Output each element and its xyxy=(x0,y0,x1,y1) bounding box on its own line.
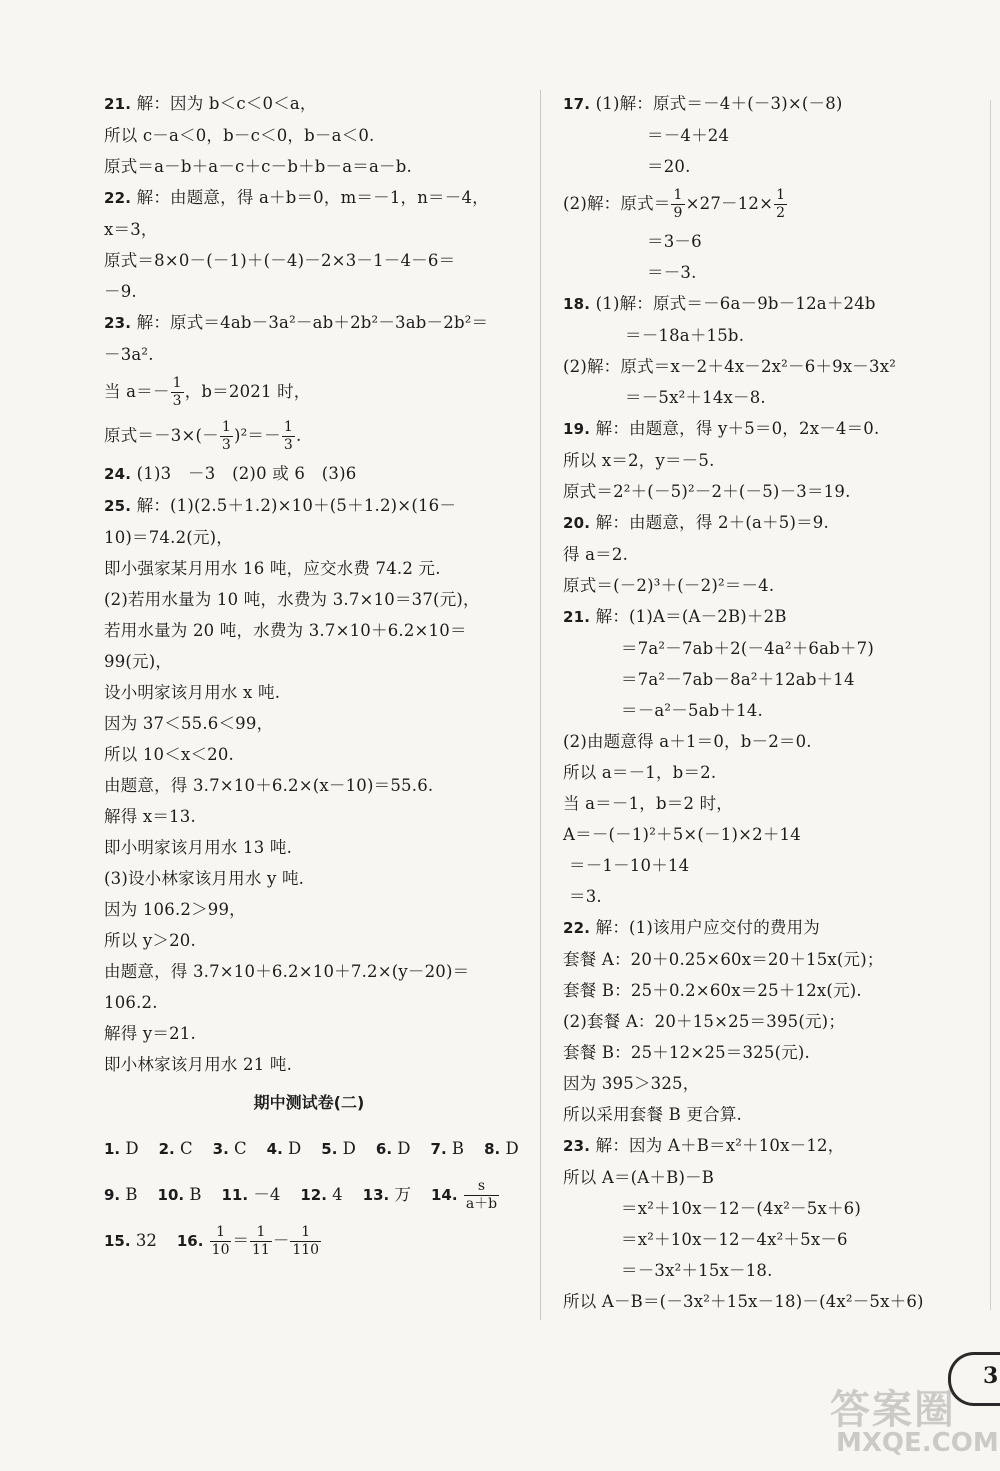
answer-value: C xyxy=(180,1139,193,1158)
answer-value: D xyxy=(505,1139,519,1158)
text-line xyxy=(563,320,963,351)
line-text: 得 a＝2. xyxy=(563,545,629,564)
question-line xyxy=(563,912,963,944)
line-text: ＝3. xyxy=(569,887,602,906)
line-text: (2)解：原式＝x－2＋4x－2x²－6＋9x－3x² xyxy=(563,357,897,376)
answer-item xyxy=(159,1139,193,1158)
text-line xyxy=(563,1255,963,1286)
answer-item xyxy=(363,1185,411,1204)
answer-value: －4 xyxy=(253,1185,281,1204)
line-text: x＝3， xyxy=(104,220,158,239)
text-line xyxy=(563,1006,963,1037)
question-number: 7. xyxy=(430,1140,447,1158)
question-line xyxy=(563,88,963,120)
line-text: 所以 A－B＝(－3x²＋15x－18)－(4x²－5x＋6) xyxy=(563,1292,924,1311)
text-line xyxy=(104,925,514,956)
answer-value: D xyxy=(342,1139,356,1158)
fraction-denominator: a＋b xyxy=(465,1196,498,1212)
fraction-numerator: 1 xyxy=(776,187,786,203)
line-text: 套餐 B：25＋0.2×60x＝25＋12x(元). xyxy=(563,981,862,1000)
answer-item xyxy=(430,1178,500,1212)
text-line xyxy=(104,120,514,151)
text-line xyxy=(563,975,963,1006)
question-number: 14. xyxy=(430,1186,458,1204)
text-line xyxy=(563,570,963,601)
text-line xyxy=(563,819,963,850)
text-line xyxy=(104,770,514,801)
text-line xyxy=(104,553,514,584)
text-line xyxy=(563,881,963,912)
line-text: 解得 x＝13. xyxy=(104,807,196,826)
text-line xyxy=(563,1068,963,1099)
question-number: 2. xyxy=(158,1140,175,1158)
section-heading: 期中测试卷(二) xyxy=(253,1093,365,1112)
fraction-numerator: 1 xyxy=(250,1224,272,1242)
line-text: (1)解：原式＝－4＋(－3)×(－8) xyxy=(590,94,843,113)
answer-item xyxy=(484,1139,519,1158)
answer-item xyxy=(213,1139,247,1158)
question-number: 22. xyxy=(104,189,132,207)
line-text: (2)若用水量为 10 吨，水费为 3.7×10＝37(元)， xyxy=(104,590,480,609)
question-number: 11. xyxy=(221,1186,249,1204)
line-text: 所以 A＝(A＋B)－B xyxy=(563,1168,715,1187)
question-number: 10. xyxy=(157,1186,185,1204)
text-line xyxy=(104,894,514,925)
line-text: ＝－4＋24 xyxy=(647,126,730,145)
fraction-denominator: 3 xyxy=(283,437,293,453)
fraction-denominator: 3 xyxy=(172,393,182,409)
text-line xyxy=(104,151,514,182)
fraction-denominator: 11 xyxy=(251,1242,270,1258)
line-text: 原式＝(－2)³＋(－2)²＝－4. xyxy=(563,576,775,595)
answer-item xyxy=(376,1139,411,1158)
line-text: (2)解：原式＝ xyxy=(563,194,671,213)
text-line xyxy=(563,726,963,757)
line-text: 99(元)， xyxy=(104,652,173,671)
line-text: 原式＝8×0－(－1)＋(－4)－2×3－1－4－6＝ xyxy=(104,251,456,270)
answer-item xyxy=(321,1139,356,1158)
line-text: ＝3－6 xyxy=(647,232,702,251)
text-line xyxy=(104,339,514,370)
line-text: ＝－a²－5ab＋14. xyxy=(621,701,763,720)
question-number: 17. xyxy=(563,95,591,113)
answer-value: D xyxy=(288,1139,302,1158)
question-line xyxy=(104,458,514,490)
answer-item xyxy=(300,1185,342,1204)
line-text: (1)解：原式＝－6a－9b－12a＋24b xyxy=(590,294,876,313)
question-line xyxy=(563,288,963,320)
text-line xyxy=(104,708,514,739)
line-text: ＝－18a＋15b. xyxy=(625,326,745,345)
text-line xyxy=(563,476,963,507)
fraction-numerator: s xyxy=(464,1178,499,1196)
line-text: 解：(1)该用户应交付的费用为 xyxy=(590,918,821,937)
line-text: ×27－12× xyxy=(685,194,774,213)
text-line xyxy=(104,646,514,677)
text-line xyxy=(563,1193,963,1224)
line-text: 设小明家该月用水 x 吨. xyxy=(104,683,281,702)
text-line xyxy=(104,832,514,863)
line-text: 因为 37＜55.6＜99， xyxy=(104,714,274,733)
text-line xyxy=(563,539,963,570)
line-text: 解：由题意，得 a＋b＝0，m＝－1，n＝－4， xyxy=(131,188,489,207)
answer-item xyxy=(431,1139,465,1158)
question-number: 13. xyxy=(362,1186,390,1204)
question-number: 1. xyxy=(104,1140,121,1158)
answer-value: B xyxy=(451,1139,465,1158)
answer-item xyxy=(104,1185,138,1204)
fraction-denominator: 2 xyxy=(776,205,786,221)
fraction-denominator: 3 xyxy=(221,437,231,453)
text-line xyxy=(563,1224,963,1255)
answer-row xyxy=(104,1172,514,1218)
fraction-numerator: 1 xyxy=(172,375,182,391)
answer-item xyxy=(222,1185,281,1204)
text-line xyxy=(563,226,963,257)
fraction xyxy=(210,1224,232,1259)
question-number: 19. xyxy=(563,420,591,438)
line-text: )²＝－ xyxy=(233,426,281,445)
fraction-denominator: 10 xyxy=(211,1242,230,1258)
line-text: 所以 10＜x＜20. xyxy=(104,745,234,764)
text-line xyxy=(104,214,514,245)
fraction xyxy=(220,419,233,454)
text-line xyxy=(104,276,514,307)
text-line xyxy=(563,695,963,726)
question-line xyxy=(563,601,963,633)
answer-item xyxy=(104,1139,139,1158)
fraction xyxy=(282,419,295,454)
question-number: 16. xyxy=(176,1232,204,1250)
line-text: ＝x²＋10x－12－(4x²－5x＋6) xyxy=(621,1199,862,1218)
question-number: 9. xyxy=(104,1186,121,1204)
line-text: －3a². xyxy=(104,345,154,364)
edge-rule xyxy=(990,100,991,1310)
answer-item xyxy=(104,1231,157,1250)
line-text: (2)套餐 A：20＋15×25＝395(元)； xyxy=(563,1012,846,1031)
answer-value: 4 xyxy=(332,1185,343,1204)
text-line xyxy=(104,370,514,414)
line-text: ＝－1－10＋14 xyxy=(569,856,690,875)
text-line xyxy=(563,1286,963,1317)
line-text: 106.2. xyxy=(104,993,158,1012)
text-line xyxy=(563,633,963,664)
line-text: (3)设小林家该月用水 y 吨. xyxy=(104,869,305,888)
line-text: ＝7a²－7ab＋2(－4a²＋6ab＋7) xyxy=(621,639,874,658)
text-line xyxy=(563,182,963,226)
line-text: 所以 c－a＜0，b－c＜0，b－a＜0. xyxy=(104,126,375,145)
line-text: 解：因为 A＋B＝x²＋10x－12， xyxy=(590,1136,845,1155)
question-line xyxy=(563,507,963,539)
question-number: 8. xyxy=(484,1140,501,1158)
line-text: 即小明家该月用水 13 吨. xyxy=(104,838,293,857)
text-line xyxy=(104,863,514,894)
line-text: 所以采用套餐 B 更合算. xyxy=(563,1105,742,1124)
question-number: 4. xyxy=(266,1140,283,1158)
line-text: 解得 y＝21. xyxy=(104,1024,196,1043)
text-line xyxy=(104,584,514,615)
fraction xyxy=(290,1224,321,1259)
text-line xyxy=(563,1099,963,1130)
line-text: 即小林家该月用水 21 吨. xyxy=(104,1055,293,1074)
answer-value: C xyxy=(234,1139,247,1158)
text-line xyxy=(104,987,514,1018)
fraction-numerator: 1 xyxy=(221,419,231,435)
line-text: (2)由题意得 a＋1＝0，b－2＝0. xyxy=(563,732,812,751)
left-column xyxy=(104,88,519,1264)
fraction-denominator: 110 xyxy=(292,1242,320,1258)
text-line xyxy=(104,801,514,832)
line-text: 当 a＝－1，b＝2 时， xyxy=(563,794,733,813)
line-text: 原式＝－3×(－ xyxy=(104,426,219,445)
answer-item xyxy=(158,1185,202,1204)
column-divider xyxy=(540,90,541,1320)
line-text: . xyxy=(295,426,302,445)
line-text: 所以 x＝2，y＝－5. xyxy=(563,451,715,470)
text-line xyxy=(104,677,514,708)
line-text: ＝－3x²＋15x－18. xyxy=(621,1261,773,1280)
fraction-numerator: 1 xyxy=(283,419,293,435)
fraction xyxy=(774,187,787,222)
fraction-numerator: 1 xyxy=(290,1224,321,1242)
line-text: ，b＝2021 时， xyxy=(184,382,311,401)
line-text: 解：由题意，得 y＋5＝0，2x－4＝0. xyxy=(590,419,880,438)
text-line xyxy=(104,245,514,276)
line-text: ＝7a²－7ab－8a²＋12ab＋14 xyxy=(621,670,855,689)
text-line xyxy=(563,445,963,476)
line-text: ＝x²＋10x－12－4x²＋5x－6 xyxy=(621,1230,848,1249)
line-text: 解：(1)A＝(A－2B)＋2B xyxy=(590,607,787,626)
question-number: 15. xyxy=(104,1232,131,1250)
answer-row xyxy=(104,1126,519,1172)
question-line xyxy=(104,490,514,522)
line-text: 当 a＝－ xyxy=(104,382,170,401)
line-text: ＝20. xyxy=(647,157,691,176)
answer-value: D xyxy=(397,1139,411,1158)
text-line xyxy=(104,739,514,770)
text-line xyxy=(563,257,963,288)
line-text: 解：原式＝4ab－3a²－ab＋2b²－3ab－2b²＝ xyxy=(131,313,489,332)
text-line xyxy=(563,1162,963,1193)
right-column xyxy=(563,88,963,1317)
question-number: 25. xyxy=(104,497,132,515)
line-text: 解：因为 b＜c＜0＜a， xyxy=(131,94,317,113)
line-text: 解：(1)(2.5＋1.2)×10＋(5＋1.2)×(16－ xyxy=(131,496,457,515)
fraction-denominator: 9 xyxy=(673,205,683,221)
question-number: 18. xyxy=(563,295,591,313)
line-text: 解：由题意，得 2＋(a＋5)＝9. xyxy=(590,513,829,532)
question-line xyxy=(563,413,963,445)
line-text: 由题意，得 3.7×10＋6.2×(x－10)＝55.6. xyxy=(104,776,434,795)
fraction xyxy=(464,1178,499,1213)
page-number: 3 xyxy=(983,1363,999,1389)
line-text: 套餐 B：25＋12×25＝325(元). xyxy=(563,1043,810,1062)
text-line xyxy=(563,944,963,975)
answer-item xyxy=(267,1139,302,1158)
question-number: 21. xyxy=(104,95,132,113)
text-line xyxy=(104,1049,514,1080)
line-text: 因为 106.2＞99， xyxy=(104,900,246,919)
watermark-logo: 答案圈 xyxy=(830,1387,956,1433)
text-line xyxy=(563,120,963,151)
fraction-numerator: 1 xyxy=(673,187,683,203)
answer-item: 16. $\frac{1}{10}$ ＝ $\frac{1}{11}$ － $\frac{1}{110}$ xyxy=(176,1224,320,1258)
line-text: 套餐 A：20＋0.25×60x＝20＋15x(元)； xyxy=(563,950,884,969)
answer-value: 万 xyxy=(394,1185,411,1204)
question-number: 23. xyxy=(104,314,132,332)
text-line xyxy=(563,151,963,182)
line-text: ＝－5x²＋14x－8. xyxy=(625,388,766,407)
text-line xyxy=(104,615,514,646)
text-line xyxy=(563,1037,963,1068)
fraction xyxy=(250,1224,272,1259)
line-text: －9. xyxy=(104,282,137,301)
question-number: 12. xyxy=(300,1186,327,1204)
text-line xyxy=(563,664,963,695)
line-text: 10)＝74.2(元)， xyxy=(104,528,233,547)
line-text: 即小强家某月用水 16 吨，应交水费 74.2 元. xyxy=(104,559,441,578)
answer-value: D xyxy=(125,1139,139,1158)
line-text: A＝－(－1)²＋5×(－1)×2＋14 xyxy=(563,825,801,844)
line-text: 所以 y＞20. xyxy=(104,931,196,950)
fraction xyxy=(671,187,684,222)
text-line xyxy=(104,522,514,553)
question-number: 5. xyxy=(321,1140,338,1158)
text-line xyxy=(563,788,963,819)
text-line xyxy=(104,1018,514,1049)
text-line xyxy=(563,351,963,382)
question-number: 6. xyxy=(375,1140,393,1158)
fraction xyxy=(171,375,184,410)
question-line xyxy=(104,182,514,214)
line-text: 原式＝2²＋(－5)²－2＋(－5)－3＝19. xyxy=(563,482,851,501)
answer-value: B xyxy=(189,1185,202,1204)
line-text: 若用水量为 20 吨，水费为 3.7×10＋6.2×10＝ xyxy=(104,621,467,640)
watermark-url: MXQE.COM xyxy=(836,1428,999,1458)
line-text: 所以 a＝－1，b＝2. xyxy=(563,763,717,782)
line-text: 因为 395＞325， xyxy=(563,1074,700,1093)
text-line xyxy=(563,382,963,413)
fraction-numerator: 1 xyxy=(210,1224,232,1242)
answer-value: B xyxy=(125,1185,138,1204)
question-number: 22. xyxy=(563,919,591,937)
text-line xyxy=(563,757,963,788)
answer-row xyxy=(104,1218,514,1264)
answer-value: 32 xyxy=(135,1231,157,1250)
text-line xyxy=(104,414,514,458)
question-line xyxy=(104,88,514,120)
line-text: 原式＝a－b＋a－c＋c－b＋b－a＝a－b. xyxy=(104,157,412,176)
question-line xyxy=(104,307,514,339)
question-number: 3. xyxy=(212,1140,229,1158)
question-number: 21. xyxy=(563,608,591,626)
text-line xyxy=(563,850,963,881)
line-text: (1)3 －3 (2)0 或 6 (3)6 xyxy=(131,464,357,483)
text-line xyxy=(104,956,514,987)
question-number: 23. xyxy=(563,1137,591,1155)
line-text: 由题意，得 3.7×10＋6.2×10＋7.2×(y－20)＝ xyxy=(104,962,470,981)
question-number: 24. xyxy=(104,465,132,483)
question-number: 20. xyxy=(563,514,591,532)
line-text: ＝－3. xyxy=(647,263,697,282)
question-line xyxy=(563,1130,963,1162)
